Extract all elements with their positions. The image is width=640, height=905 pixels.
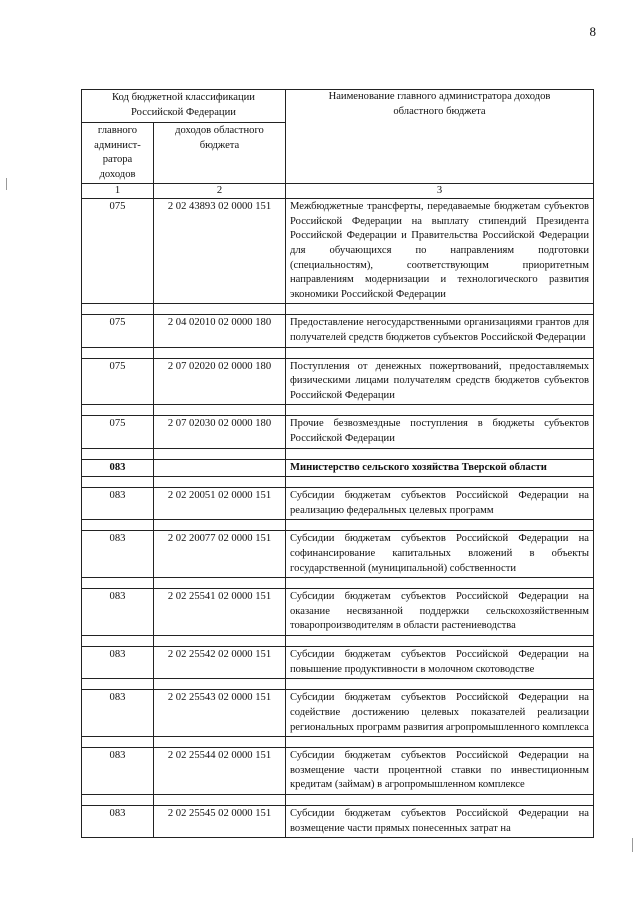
- admin-code-cell: 083: [82, 459, 154, 477]
- row-spacer: [82, 477, 594, 488]
- name-cell: Субсидии бюджетам субъектов Российской Федерации на реализацию федеральных целевых программ: [286, 488, 594, 520]
- spacer-cell: [286, 347, 594, 358]
- spacer-cell: [82, 578, 154, 589]
- spacer-cell: [82, 405, 154, 416]
- budget-classification-table: [81, 89, 594, 838]
- row-spacer: [82, 636, 594, 647]
- spacer-cell: [286, 636, 594, 647]
- spacer-cell: [154, 304, 286, 315]
- table-row: [82, 459, 594, 477]
- income-code-cell: 2 07 02020 02 0000 180: [154, 358, 286, 405]
- scan-edge-mark-right: [632, 838, 633, 852]
- spacer-cell: [154, 679, 286, 690]
- name-cell: Предоставление негосударственными организациями грантов для получателей средств бюджетов субъектов Российской Федерации: [286, 315, 594, 347]
- name-cell: Министерство сельского хозяйства Тверской области: [286, 459, 594, 477]
- table-row: [82, 805, 594, 837]
- spacer-cell: [82, 737, 154, 748]
- row-spacer: [82, 448, 594, 459]
- spacer-cell: [82, 679, 154, 690]
- spacer-cell: [154, 636, 286, 647]
- income-code-cell: 2 02 25541 02 0000 151: [154, 589, 286, 636]
- name-cell: Межбюджетные трансферты, передаваемые бюджетам субъектов Российской Федерации на выплату стипендий Президента Российской Федерации и Правительства Российской Федерации для обучающихся по направлениям подготовки (специальностям), соответствующим приоритетным направлениям модернизации и технологического развития экономики Российской Федерации: [286, 199, 594, 304]
- row-spacer: [82, 578, 594, 589]
- table-row: [82, 315, 594, 347]
- income-code-cell: 2 02 25545 02 0000 151: [154, 805, 286, 837]
- row-spacer: [82, 347, 594, 358]
- header-name-cell: Наименование главного администратора доходов областного бюджета: [286, 90, 594, 184]
- table-row: [82, 531, 594, 578]
- name-cell: Субсидии бюджетам субъектов Российской Федерации на возмещение части процентной ставки по инвестиционным кредитам (займам) в агропромышленном комплексе: [286, 748, 594, 795]
- table-row: [82, 199, 594, 304]
- spacer-cell: [82, 636, 154, 647]
- header-number-3: 3: [286, 184, 594, 199]
- name-cell: Субсидии бюджетам субъектов Российской Федерации на повышение продуктивности в молочном скотоводстве: [286, 647, 594, 679]
- spacer-cell: [154, 520, 286, 531]
- admin-code-cell: 083: [82, 589, 154, 636]
- admin-code-cell: 075: [82, 358, 154, 405]
- header-income-cell: доходов областного бюджета: [154, 123, 286, 184]
- admin-code-cell: 075: [82, 416, 154, 448]
- header-number-1: 1: [82, 184, 154, 199]
- spacer-cell: [286, 405, 594, 416]
- admin-code-cell: 075: [82, 315, 154, 347]
- admin-code-cell: 083: [82, 647, 154, 679]
- header-row-top: [82, 90, 594, 123]
- income-code-cell: 2 02 20077 02 0000 151: [154, 531, 286, 578]
- header-group-cell: Код бюджетной классификации Российской Федерации: [82, 90, 286, 123]
- income-code-cell: [154, 459, 286, 477]
- name-cell: Субсидии бюджетам субъектов Российской Федерации на возмещение части прямых понесенных затрат на: [286, 805, 594, 837]
- table-row: [82, 647, 594, 679]
- spacer-cell: [286, 477, 594, 488]
- spacer-cell: [154, 737, 286, 748]
- row-spacer: [82, 737, 594, 748]
- header-number-row: [82, 184, 594, 199]
- header-admin-cell: главного админист-ратора доходов: [82, 123, 154, 184]
- spacer-cell: [286, 679, 594, 690]
- admin-code-cell: 083: [82, 690, 154, 737]
- income-code-cell: 2 02 20051 02 0000 151: [154, 488, 286, 520]
- name-cell: Поступления от денежных пожертвований, предоставляемых физическими лицами получателям средств бюджетов субъектов Российской Федерации: [286, 358, 594, 405]
- spacer-cell: [286, 304, 594, 315]
- admin-code-cell: 083: [82, 748, 154, 795]
- table-row: [82, 748, 594, 795]
- spacer-cell: [82, 304, 154, 315]
- table-row: [82, 488, 594, 520]
- row-spacer: [82, 794, 594, 805]
- spacer-cell: [154, 347, 286, 358]
- spacer-cell: [286, 737, 594, 748]
- income-code-cell: 2 02 25542 02 0000 151: [154, 647, 286, 679]
- spacer-cell: [82, 794, 154, 805]
- name-cell: Субсидии бюджетам субъектов Российской Федерации на оказание несвязанной поддержки сельскохозяйственным товаропроизводителям в области растениеводства: [286, 589, 594, 636]
- name-cell: Субсидии бюджетам субъектов Российской Федерации на софинансирование капитальных вложений в объекты государственной (муниципальной) собственности: [286, 531, 594, 578]
- name-cell: Прочие безвозмездные поступления в бюджеты субъектов Российской Федерации: [286, 416, 594, 448]
- spacer-cell: [154, 794, 286, 805]
- income-code-cell: 2 04 02010 02 0000 180: [154, 315, 286, 347]
- income-code-cell: 2 02 25544 02 0000 151: [154, 748, 286, 795]
- spacer-cell: [154, 448, 286, 459]
- admin-code-cell: 083: [82, 805, 154, 837]
- table-row: [82, 416, 594, 448]
- admin-code-cell: 083: [82, 488, 154, 520]
- income-code-cell: 2 02 43893 02 0000 151: [154, 199, 286, 304]
- income-code-cell: 2 07 02030 02 0000 180: [154, 416, 286, 448]
- spacer-cell: [82, 520, 154, 531]
- name-cell: Субсидии бюджетам субъектов Российской Федерации на содействие достижению целевых показателей реализации региональных программ развития агропромышленного комплекса: [286, 690, 594, 737]
- income-code-cell: 2 02 25543 02 0000 151: [154, 690, 286, 737]
- spacer-cell: [82, 347, 154, 358]
- table-row: [82, 589, 594, 636]
- row-spacer: [82, 520, 594, 531]
- row-spacer: [82, 405, 594, 416]
- spacer-cell: [286, 794, 594, 805]
- header-number-2: 2: [154, 184, 286, 199]
- table-row: [82, 358, 594, 405]
- spacer-cell: [154, 477, 286, 488]
- spacer-cell: [82, 477, 154, 488]
- table-row: [82, 690, 594, 737]
- scan-edge-mark-left: [6, 178, 7, 190]
- spacer-cell: [82, 448, 154, 459]
- row-spacer: [82, 304, 594, 315]
- spacer-cell: [286, 520, 594, 531]
- page-number: 8: [589, 24, 596, 39]
- spacer-cell: [154, 578, 286, 589]
- admin-code-cell: 075: [82, 199, 154, 304]
- spacer-cell: [286, 448, 594, 459]
- spacer-cell: [154, 405, 286, 416]
- row-spacer: [82, 679, 594, 690]
- spacer-cell: [286, 578, 594, 589]
- admin-code-cell: 083: [82, 531, 154, 578]
